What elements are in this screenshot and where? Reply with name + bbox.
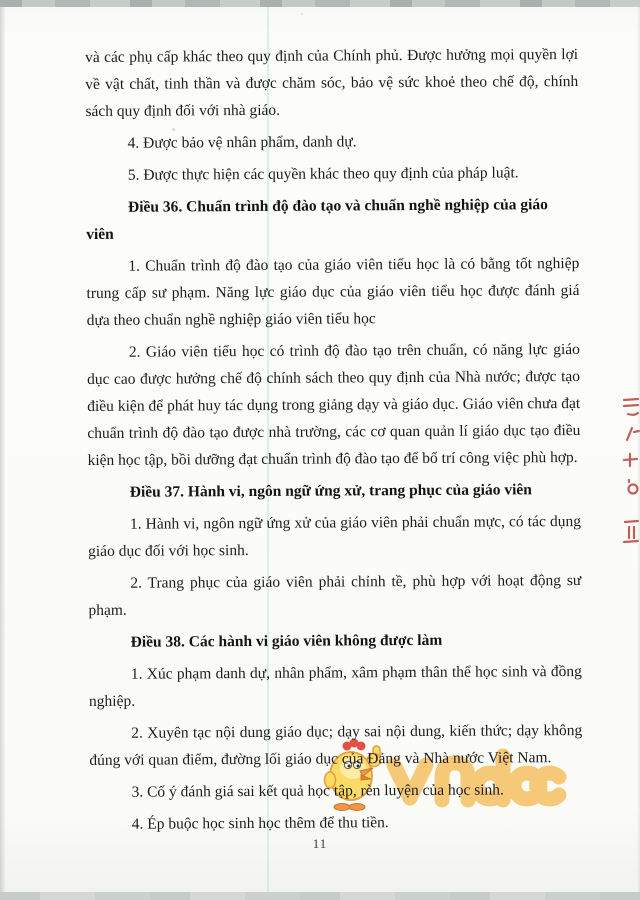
paragraph: 1. Chuẩn trình độ đào tạo của giáo viên tiểu học là có bằng tốt nghiệp trung cấp sư phạm. Năng lực giáo dục của giáo viên tiểu học được đánh giá dựa theo chuẩn nghề nghiệp giáo viên tiểu học [86, 254, 580, 329]
scan-edge-band-bottom [0, 892, 640, 900]
article-heading: Điều 36. Chuẩn trình độ đào tạo và chuẩn nghề nghiệp của giáo viên [86, 196, 548, 243]
scan-edge-shadow-left [0, 0, 6, 900]
scan-edge-band-top [0, 0, 640, 7]
paragraph: 2. Trang phục của giáo viên phải chỉnh tề, phù hợp với hoạt động sư phạm. [88, 571, 582, 619]
paragraph: 4. Ép buộc học sinh học thêm để thu tiền. [131, 814, 389, 833]
article-heading: Điều 38. Các hành vi giáo viên không được làm [130, 631, 443, 651]
document-body [85, 41, 583, 843]
paragraph: 3. Cố ý đánh giá sai kết quả học tập, rèn luyện của học sinh. [131, 781, 504, 801]
paragraph: 2. Giáo viên tiểu học có trình độ đào tạo trên chuẩn, có năng lực giáo dục cao được hưởng chế độ chính sách theo quy định của Nhà nước; được tạo điều kiện để phát huy tác dụng trong giảng dạy và giáo dục. Giáo viên chưa đạt chuẩn trình độ đào tạo được nhà trường, các cơ quan quản lí giáo dục tạo điều kiện học tập, bồi dưỡng đạt chuẩn trình độ đào tạo để bố trí công việc phù hợp. [86, 340, 581, 469]
paragraph: 1. Xúc phạm danh dự, nhân phẩm, xâm phạm thân thể học sinh và đồng nghiệp. [88, 662, 582, 710]
page-number: 11 [312, 836, 328, 851]
paragraph: 2. Xuyên tạc nội dung giáo dục; dạy sai nội dung, kiến thức; dạy không đúng với quan điểm, đường lối giáo dục của Đảng và Nhà nước Việt Nam. [89, 721, 583, 769]
paragraph: 1. Hành vi, ngôn ngữ ứng xử của giáo viên phải chuẩn mực, có tác dụng giáo dục đối với học sinh. [88, 512, 581, 560]
paragraph: và các phụ cấp khác theo quy định của Chính phủ. Được hưởng mọi quyền lợi về vật chất, tinh thần và được chăm sóc, bảo vệ sức khoẻ theo chế độ, chính sách quy định đối với nhà giáo. [85, 45, 579, 120]
paragraph: 4. Được bảo vệ nhân phẩm, danh dự. [127, 133, 357, 152]
scan-speck [301, 13, 303, 15]
paragraph: 5. Được thực hiện các quyền khác theo quy định của pháp luật. [127, 164, 519, 184]
article-heading: Điều 37. Hành vi, ngôn ngữ ứng xử, trang phục của giáo viên [129, 481, 532, 501]
